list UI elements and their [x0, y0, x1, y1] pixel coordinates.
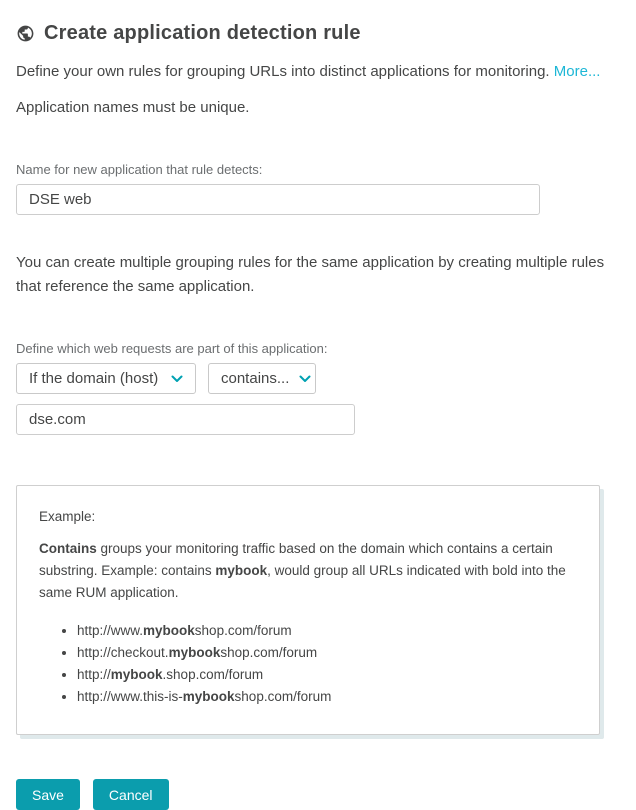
intro-text — [16, 60, 616, 84]
intro-sentence: Define your own rules for grouping URLs into distinct applications for monitoring. — [16, 63, 550, 80]
example-url: • http://www.mybookshop.com/forum — [77, 620, 577, 642]
example-box — [16, 485, 600, 735]
chevron-down-icon — [161, 370, 183, 387]
condition-dropdown[interactable] — [16, 363, 196, 394]
chevron-down-icon — [289, 370, 311, 387]
app-name-input[interactable] — [16, 184, 540, 215]
example-description: Contains groups your monitoring traffic based on the domain which contains a certain substring. Example: contains mybook, would group all URLs indicated with bold into the same RUM application. — [39, 541, 566, 600]
rule-dropdown-row — [16, 363, 620, 394]
example-heading: Example: — [39, 509, 96, 524]
operator-dropdown[interactable] — [208, 363, 316, 394]
pattern-input[interactable] — [16, 404, 355, 435]
condition-dropdown-value: If the domain (host) — [29, 370, 159, 387]
example-url: • http://checkout.mybookshop.com/forum — [77, 642, 577, 664]
example-url: • http://www.this-is-mybookshop.com/forum — [77, 686, 577, 708]
page-title: Create application detection rule — [44, 22, 361, 44]
more-link[interactable]: More... — [553, 63, 601, 80]
globe-icon — [16, 24, 35, 43]
operator-dropdown-value: contains... — [221, 370, 290, 387]
example-url-list — [77, 620, 577, 708]
save-button[interactable]: Save — [16, 779, 80, 810]
page-header — [16, 22, 620, 45]
define-requests-label: Define which web requests are part of this application: — [16, 341, 328, 356]
example-url: • http://mybook.shop.com/forum — [77, 664, 577, 686]
multi-rule-note: You can create multiple grouping rules for the same application by creating multiple rules that reference the same application. — [16, 254, 605, 295]
cancel-button[interactable]: Cancel — [93, 779, 169, 810]
app-name-label: Name for new application that rule detects: — [16, 162, 263, 177]
action-buttons — [16, 779, 620, 810]
unique-note: Application names must be unique. — [16, 99, 250, 116]
